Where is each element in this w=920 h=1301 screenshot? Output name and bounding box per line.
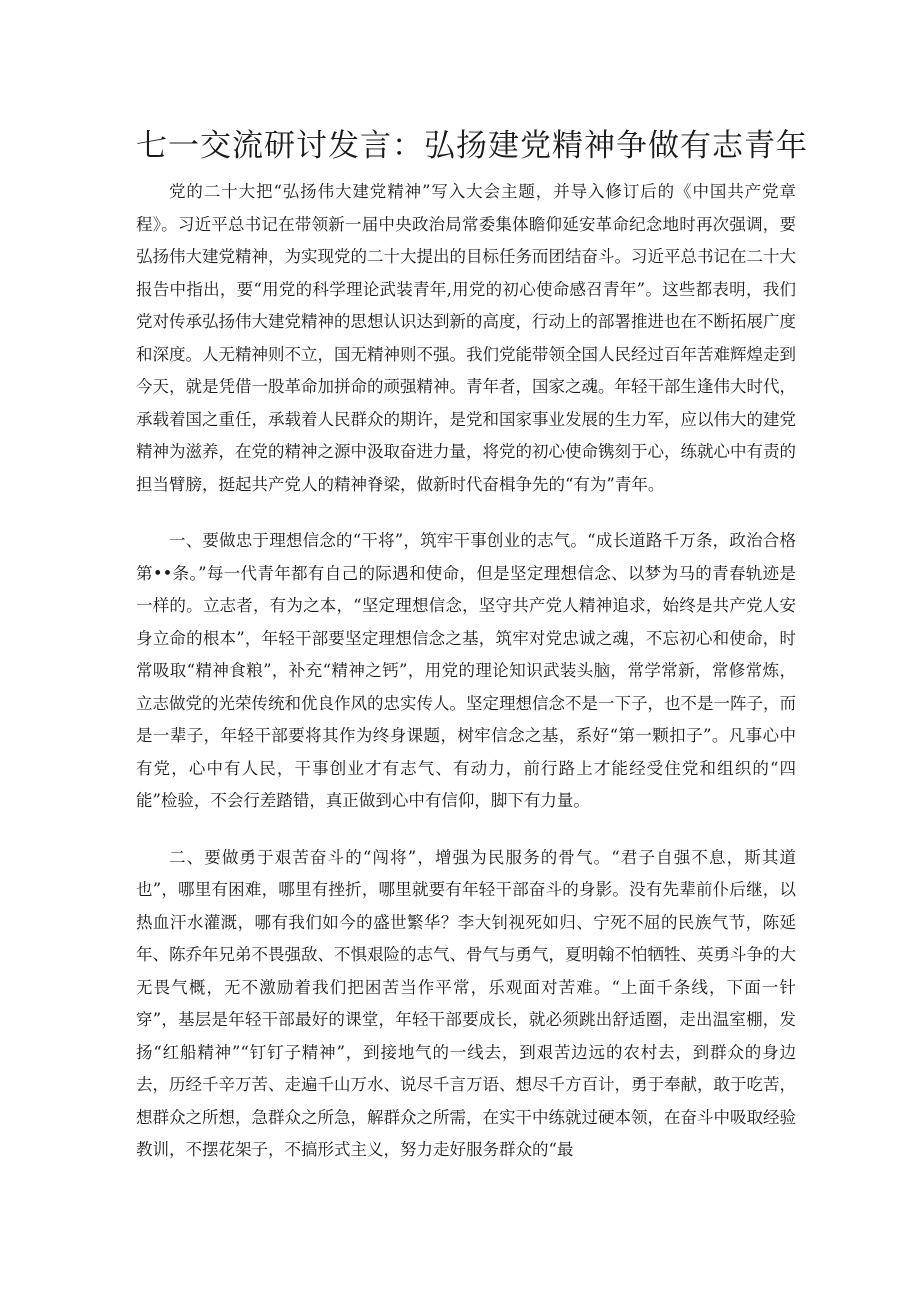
paragraph-section-two: 二、要做勇于艰苦奋斗的“闯将”，增强为民服务的骨气。“君子自强不息，斯其道也”，哪里有困难，哪里有挫折，哪里就要有年轻干部奋斗的身影。没有先辈前仆后继，以热血汗水灌溉，哪有我们如今的盛世繁华？李大钊视死如归、宁死不屈的民族气节，陈延年、陈乔年兄弟不畏强敌、不惧艰险的志气、骨气与勇气，夏明翰不怕牺牲、英勇斗争的大无畏气概，无不激励着我们把困苦当作平常，乐观面对苦难。“上面千条线，下面一针穿”，基层是年轻干部最好的课堂，年轻干部要成长，就必须跳出舒适圈，走出温室棚，发扬“红船精神”“钉钉子精神”，到接地气的一线去，到艰苦边远的农村去，到群众的身边去，历经千辛万苦、走遍千山万水、说尽千言万语、想尽千方百计，勇于奉献，敢于吃苦，想群众之所想，急群众之所急，解群众之所需，在实干中练就过硬本领，在奋斗中吸取经验教训，不摆花架子，不搞形式主义，努力走好服务群众的“最: [136, 847, 796, 1159]
document-body: [136, 176, 796, 1191]
document-title: 七一交流研讨发言：弘扬建党精神争做有志青年: [136, 128, 808, 164]
paragraph-section-one: 一、要做忠于理想信念的“干将”，筑牢干事创业的志气。“成长道路千万条，政治合格第••条。”每一代青年都有自己的际遇和使命，但是坚定理想信念、以梦为马的青春轨迹是一样的。立志者，有为之本，“坚定理想信念，坚守共产党人精神追求，始终是共产党人安身立命的根本”，年轻干部要坚定理想信念之基，筑牢对党忠诚之魂，不忘初心和使命，时常吸取“精神食粮”，补充“精神之钙”，用党的理论知识武装头脑，常学常新，常修常炼，立志做党的光荣传统和优良作风的忠实传人。坚定理想信念不是一下子，也不是一阵子，而是一辈子，年轻干部要将其作为终身课题，树牢信念之基，系好“第一颗扣子”。凡事心中有党，心中有人民，干事创业才有志气、有动力，前行路上才能经受住党和组织的“四能”检验，不会行差踏错，真正做到心中有信仰，脚下有力量。: [136, 531, 796, 810]
paragraph-intro: 党的二十大把“弘扬伟大建党精神”写入大会主题，并导入修订后的《中国共产党章程》。习近平总书记在带领新一届中央政治局常委集体瞻仰延安革命纪念地时再次强调，要弘扬伟大建党精神，为实现党的二十大提出的目标任务而团结奋斗。习近平总书记在二十大报告中指出，要“用党的科学理论武装青年,用党的初心使命感召青年”。这些都表明，我们党对传承弘扬伟大建党精神的思想认识达到新的高度，行动上的部署推进也在不断拓展广度和深度。人无精神则不立，国无精神则不强。我们党能带领全国人民经过百年苦难辉煌走到今天，就是凭借一股革命加拼命的顽强精神。青年者，国家之魂。年轻干部生逢伟大时代，承载着国之重任，承载着人民群众的期许，是党和国家事业发展的生力军，应以伟大的建党精神为滋养，在党的精神之源中汲取奋进力量，将党的初心使命镌刻于心，练就心中有责的担当臂膀，挺起共产党人的精神脊梁，做新时代奋楫争先的“有为”青年。: [136, 182, 796, 494]
